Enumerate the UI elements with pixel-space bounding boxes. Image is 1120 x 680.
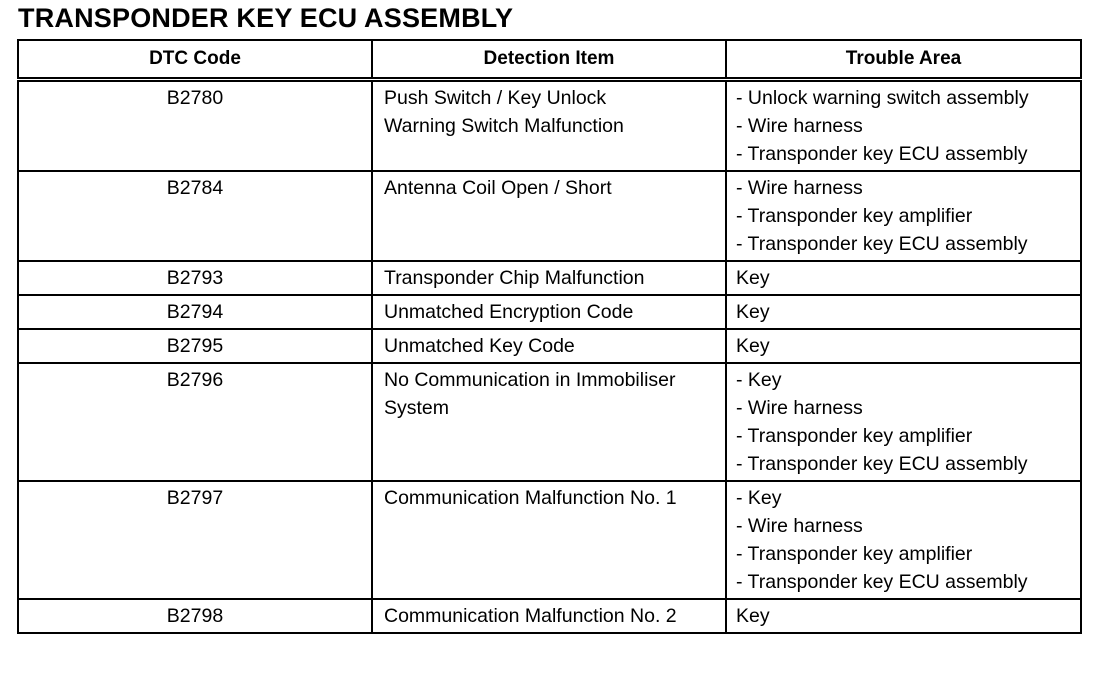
header-trouble-area: Trouble Area — [726, 40, 1081, 80]
dtc-code-cell: B2798 — [18, 599, 372, 633]
trouble-area-line: Key — [736, 301, 770, 323]
trouble-area-cell — [726, 481, 1081, 599]
detection-item-line: Communication Malfunction No. 1 — [384, 487, 677, 509]
table-row — [18, 481, 1081, 599]
detection-item-line: Unmatched Encryption Code — [384, 301, 634, 323]
trouble-area-line: - Wire harness — [736, 397, 863, 419]
dtc-code-cell: B2793 — [18, 261, 372, 295]
trouble-area-line: - Transponder key ECU assembly — [736, 571, 1028, 593]
table-row — [18, 599, 1081, 633]
trouble-area-line: - Transponder key ECU assembly — [736, 453, 1028, 475]
page-title: TRANSPONDER KEY ECU ASSEMBLY — [18, 3, 514, 33]
dtc-code-cell: B2784 — [18, 171, 372, 261]
trouble-area-line: - Key — [736, 487, 782, 509]
header-dtc-code: DTC Code — [18, 40, 372, 80]
detection-item-line: Push Switch / Key Unlock — [384, 87, 607, 109]
trouble-area-line: - Transponder key ECU assembly — [736, 143, 1028, 165]
dtc-table — [17, 39, 1082, 634]
table-body — [18, 80, 1081, 634]
detection-item-line: Transponder Chip Malfunction — [384, 267, 645, 289]
detection-item-cell — [372, 261, 726, 295]
trouble-area-line: - Wire harness — [736, 515, 863, 537]
table-row — [18, 295, 1081, 329]
trouble-area-cell — [726, 171, 1081, 261]
dtc-code-cell: B2797 — [18, 481, 372, 599]
table-row — [18, 80, 1081, 172]
table-row — [18, 261, 1081, 295]
trouble-area-line: Key — [736, 267, 770, 289]
trouble-area-line: Key — [736, 605, 770, 627]
detection-item-line: Antenna Coil Open / Short — [384, 177, 612, 199]
trouble-area-cell — [726, 295, 1081, 329]
detection-item-cell — [372, 80, 726, 172]
trouble-area-line: - Wire harness — [736, 115, 863, 137]
detection-item-cell — [372, 599, 726, 633]
dtc-code-cell: B2794 — [18, 295, 372, 329]
detection-item-cell — [372, 481, 726, 599]
trouble-area-line: - Key — [736, 369, 782, 391]
trouble-area-line: - Wire harness — [736, 177, 863, 199]
trouble-area-line: - Unlock warning switch assembly — [736, 87, 1029, 109]
detection-item-line: Warning Switch Malfunction — [384, 115, 624, 137]
table-row — [18, 171, 1081, 261]
trouble-area-line: - Transponder key ECU assembly — [736, 233, 1028, 255]
detection-item-cell — [372, 171, 726, 261]
table-row — [18, 329, 1081, 363]
trouble-area-line: - Transponder key amplifier — [736, 205, 973, 227]
detection-item-line: Unmatched Key Code — [384, 335, 575, 357]
detection-item-cell — [372, 363, 726, 481]
trouble-area-cell — [726, 80, 1081, 172]
detection-item-line: No Communication in Immobiliser — [384, 369, 676, 391]
header-row — [18, 40, 1081, 80]
detection-item-line: Communication Malfunction No. 2 — [384, 605, 677, 627]
trouble-area-cell — [726, 329, 1081, 363]
dtc-code-cell: B2796 — [18, 363, 372, 481]
trouble-area-line: Key — [736, 335, 770, 357]
trouble-area-cell — [726, 261, 1081, 295]
detection-item-line: System — [384, 397, 450, 419]
dtc-code-cell: B2795 — [18, 329, 372, 363]
table-header — [18, 40, 1081, 80]
trouble-area-line: - Transponder key amplifier — [736, 543, 973, 565]
trouble-area-cell — [726, 363, 1081, 481]
header-detection-item: Detection Item — [372, 40, 726, 80]
detection-item-cell — [372, 329, 726, 363]
trouble-area-line: - Transponder key amplifier — [736, 425, 973, 447]
table-row — [18, 363, 1081, 481]
dtc-code-cell: B2780 — [18, 80, 372, 172]
trouble-area-cell — [726, 599, 1081, 633]
detection-item-cell — [372, 295, 726, 329]
